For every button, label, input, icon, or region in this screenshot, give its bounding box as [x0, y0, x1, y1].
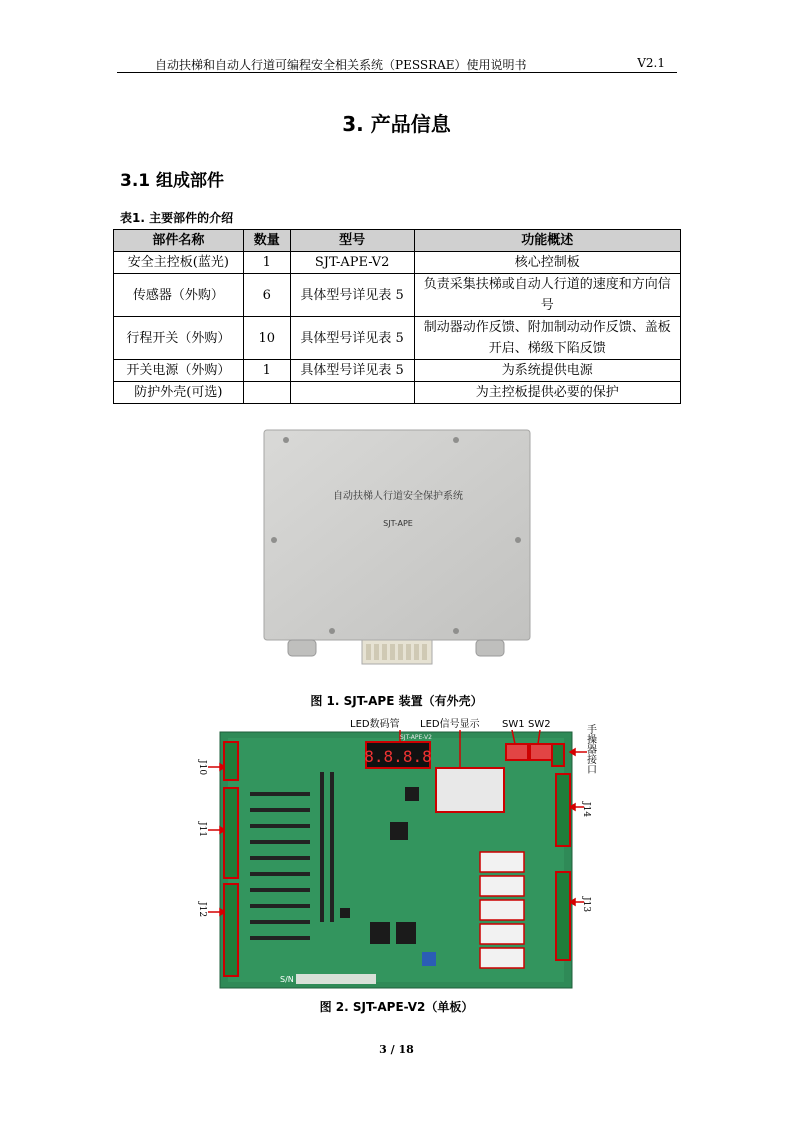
label-j13: J13 [581, 897, 591, 913]
cell-function: 负责采集扶梯或自动人行道的速度和方向信号 [414, 274, 681, 317]
cell-model: SJT-APE-V2 [290, 252, 414, 274]
cell-name: 安全主控板(蓝光) [114, 252, 244, 274]
label-j14: J14 [581, 802, 591, 818]
cell-name: 防护外壳(可选) [114, 382, 244, 404]
figure1-caption: 图 1. SJT-APE 装置（有外壳） [310, 694, 483, 708]
label-led-digits: LED数码管 [350, 719, 400, 730]
table-row [114, 252, 681, 274]
table-row [114, 274, 681, 317]
table-row [114, 317, 681, 360]
figure2-caption: 图 2. SJT-APE-V2（单板） [319, 1000, 474, 1014]
table-row [114, 360, 681, 382]
led-digit-display: 8.8.8.8 [364, 747, 432, 766]
cell-name: 行程开关（外购） [114, 317, 244, 360]
section-title: 3.1 组成部件 [120, 171, 225, 191]
header-title: 自动扶梯和自动人行道可编程安全相关系统（PESSRAE）使用说明书 [155, 58, 527, 72]
board-model-silkscreen: SJT-APE-V2 [400, 734, 432, 741]
cell-qty: 1 [243, 360, 290, 382]
cell-model: 具体型号详见表 5 [290, 317, 414, 360]
cell-qty [243, 382, 290, 404]
cell-name: 传感器（外购） [114, 274, 244, 317]
cell-model: 具体型号详见表 5 [290, 274, 414, 317]
col-header-function: 功能概述 [414, 230, 681, 252]
col-header-qty: 数量 [243, 230, 290, 252]
cell-function: 为系统提供电源 [414, 360, 681, 382]
parts-table [113, 229, 681, 404]
cell-function: 核心控制板 [414, 252, 681, 274]
header-version: V2.1 [637, 56, 665, 70]
label-handset: 手操器接口 [584, 724, 596, 774]
cell-name: 开关电源（外购） [114, 360, 244, 382]
table-row [114, 382, 681, 404]
col-header-model: 型号 [290, 230, 414, 252]
cell-function: 为主控板提供必要的保护 [414, 382, 681, 404]
pcb-photo [190, 712, 600, 992]
board-sn-label: S/N [280, 975, 294, 984]
table-caption: 表1. 主要部件的介绍 [120, 211, 234, 225]
cell-model [290, 382, 414, 404]
label-sw1: SW1 [502, 719, 525, 730]
enclosure-photo [262, 428, 532, 668]
enclosure-label-title: 自动扶梯人行道安全保护系统 [333, 491, 463, 502]
cell-qty: 1 [243, 252, 290, 274]
enclosure-label-model: SJT-APE [383, 519, 413, 528]
label-j12: J12 [197, 902, 207, 918]
label-j10: J10 [197, 760, 207, 776]
col-header-name: 部件名称 [114, 230, 244, 252]
label-sw2: SW2 [528, 719, 551, 730]
table-header-row [114, 230, 681, 252]
cell-qty: 6 [243, 274, 290, 317]
chapter-title: 3. 产品信息 [342, 112, 451, 136]
label-j11: J11 [197, 822, 207, 838]
page-number: 3 / 18 [379, 1043, 414, 1056]
cell-qty: 10 [243, 317, 290, 360]
cell-function: 制动器动作反馈、附加制动动作反馈、盖板开启、梯级下陷反馈 [414, 317, 681, 360]
cell-model: 具体型号详见表 5 [290, 360, 414, 382]
label-led-signal: LED信号显示 [420, 719, 480, 730]
page-header [117, 56, 677, 73]
